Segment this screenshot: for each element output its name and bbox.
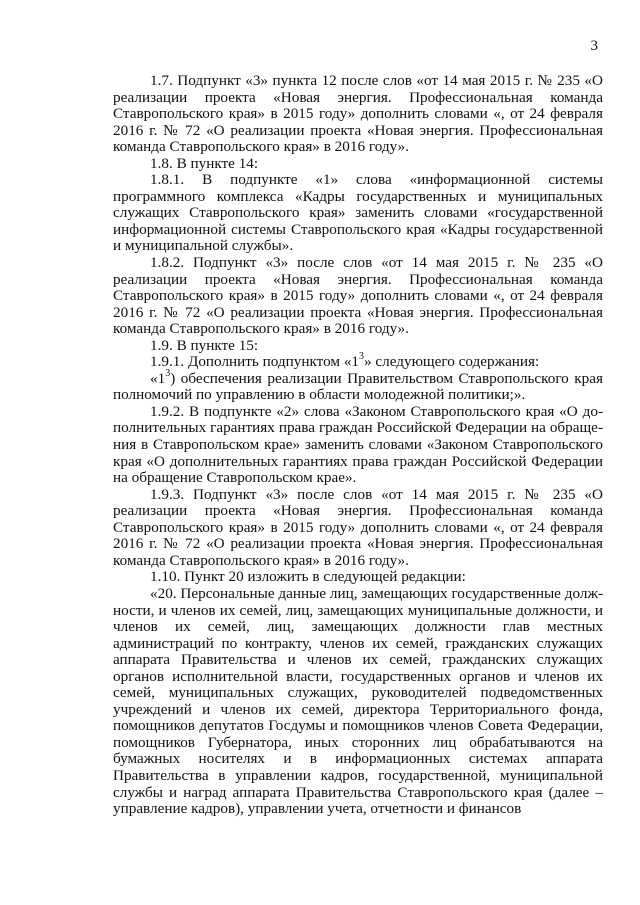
paragraph-1-9-2: 1.9.2. В подпункте «2» слова «Законом Ставропольского края «О дополнительных гарантиях права граждан Российской Федерации на обращения в Ставропольском крае» заменить словами «Законом Ставропольского края «О дополнительных гарантиях права граждан Российской Федерации на обращение Ставропольском крае». [113, 402, 603, 487]
paragraph-1-9-1-text-end: » следующего содержания: [364, 353, 540, 371]
superscript-index: 3 [165, 367, 171, 379]
page-number: 3 [590, 38, 598, 54]
paragraph-1-9: 1.9. В пункте 15: [150, 336, 259, 354]
subitem-text-end: ) обеспечения реализации Правительством Ставропольского края полномочий по управлению в области молодежной политики;». [113, 369, 603, 404]
paragraph-20: «20. Персональные данные лиц, замещающих государственные должности, и членов их семей, лиц, замещающих муниципальные должности, и членов их семей, лиц, замещающих должности глав местных администраций по контракту, членов их семей, гражданских служащих аппарата Правительства и членов их семей, гражданских служащих органов исполнительной власти, государственных органов и членов их семей, муниципальных служащих, руководителей подведомственных учреждений и членов их семей, директора Территориального фонда, помощников депутатов Госдумы и помощников членов Совета Федерации, помощников Губернатора, иных сторонних лиц обрабатываются на бумажных носителях и в информационных системах аппарата Правительства в управлении кадров, государственной, муниципальной службы и наград аппарата Правительства Ставропольского края (далее – управление кадров), управлении учета, отчетности и финансов [113, 584, 603, 818]
paragraph-1-9-1 [113, 351, 603, 371]
subitem-text-start: «1 [150, 369, 166, 387]
paragraph-1-8-1: 1.8.1. В подпункте «1» слова «информационной системы программного комплекса «Кадры государственных и муниципальных служащих Ставропольского края» заменить словами «государственной информационной системы Ставропольского края «Кадры государственной и муниципальной службы». [113, 171, 603, 255]
paragraph-1-9-3: 1.9.3. Подпункт «3» после слов «от 14 мая 2015 г. № 235 «О реализации проекта «Новая энергия. Профессиональная команда Ставропольского края» в 2015 году» дополнить словами «, от 24 февраля 2016 г. № 72 «О реализации проекта «Новая энергия. Профессиональная команда Ставропольского края» в 2016 году». [113, 485, 603, 569]
document-body [113, 73, 603, 818]
paragraph-1-8: 1.8. В пункте 14: [150, 154, 259, 172]
paragraph-1-9-1-text-start: 1.9.1. Дополнить подпунктом «1 [150, 353, 360, 371]
paragraph-1-10: 1.10. Пункт 20 изложить в следующей редакции: [150, 568, 466, 586]
superscript-index: 3 [359, 351, 365, 363]
paragraph-subitem-1-3 [113, 367, 603, 404]
paragraph-1-7: 1.7. Подпункт «3» пункта 12 после слов «от 14 мая 2015 г. № 235 «О реализации проекта «Новая энергия. Профессиональная команда Ставропольского края» в 2015 году» дополнить словами «, от 24 февраля 2016 г. № 72 «О реализации проекта «Новая энергия. Профессиональная команда Ставропольского края» в 2016 году». [113, 72, 603, 156]
paragraph-1-8-2: 1.8.2. Подпункт «3» после слов «от 14 мая 2015 г. № 235 «О реализации проекта «Новая энергия. Профессиональная команда Ставропольского края» в 2015 году» дополнить словами «, от 24 февраля 2016 г. № 72 «О реализации проекта «Новая энергия. Профессиональная команда Ставропольского края» в 2016 году». [113, 254, 603, 338]
